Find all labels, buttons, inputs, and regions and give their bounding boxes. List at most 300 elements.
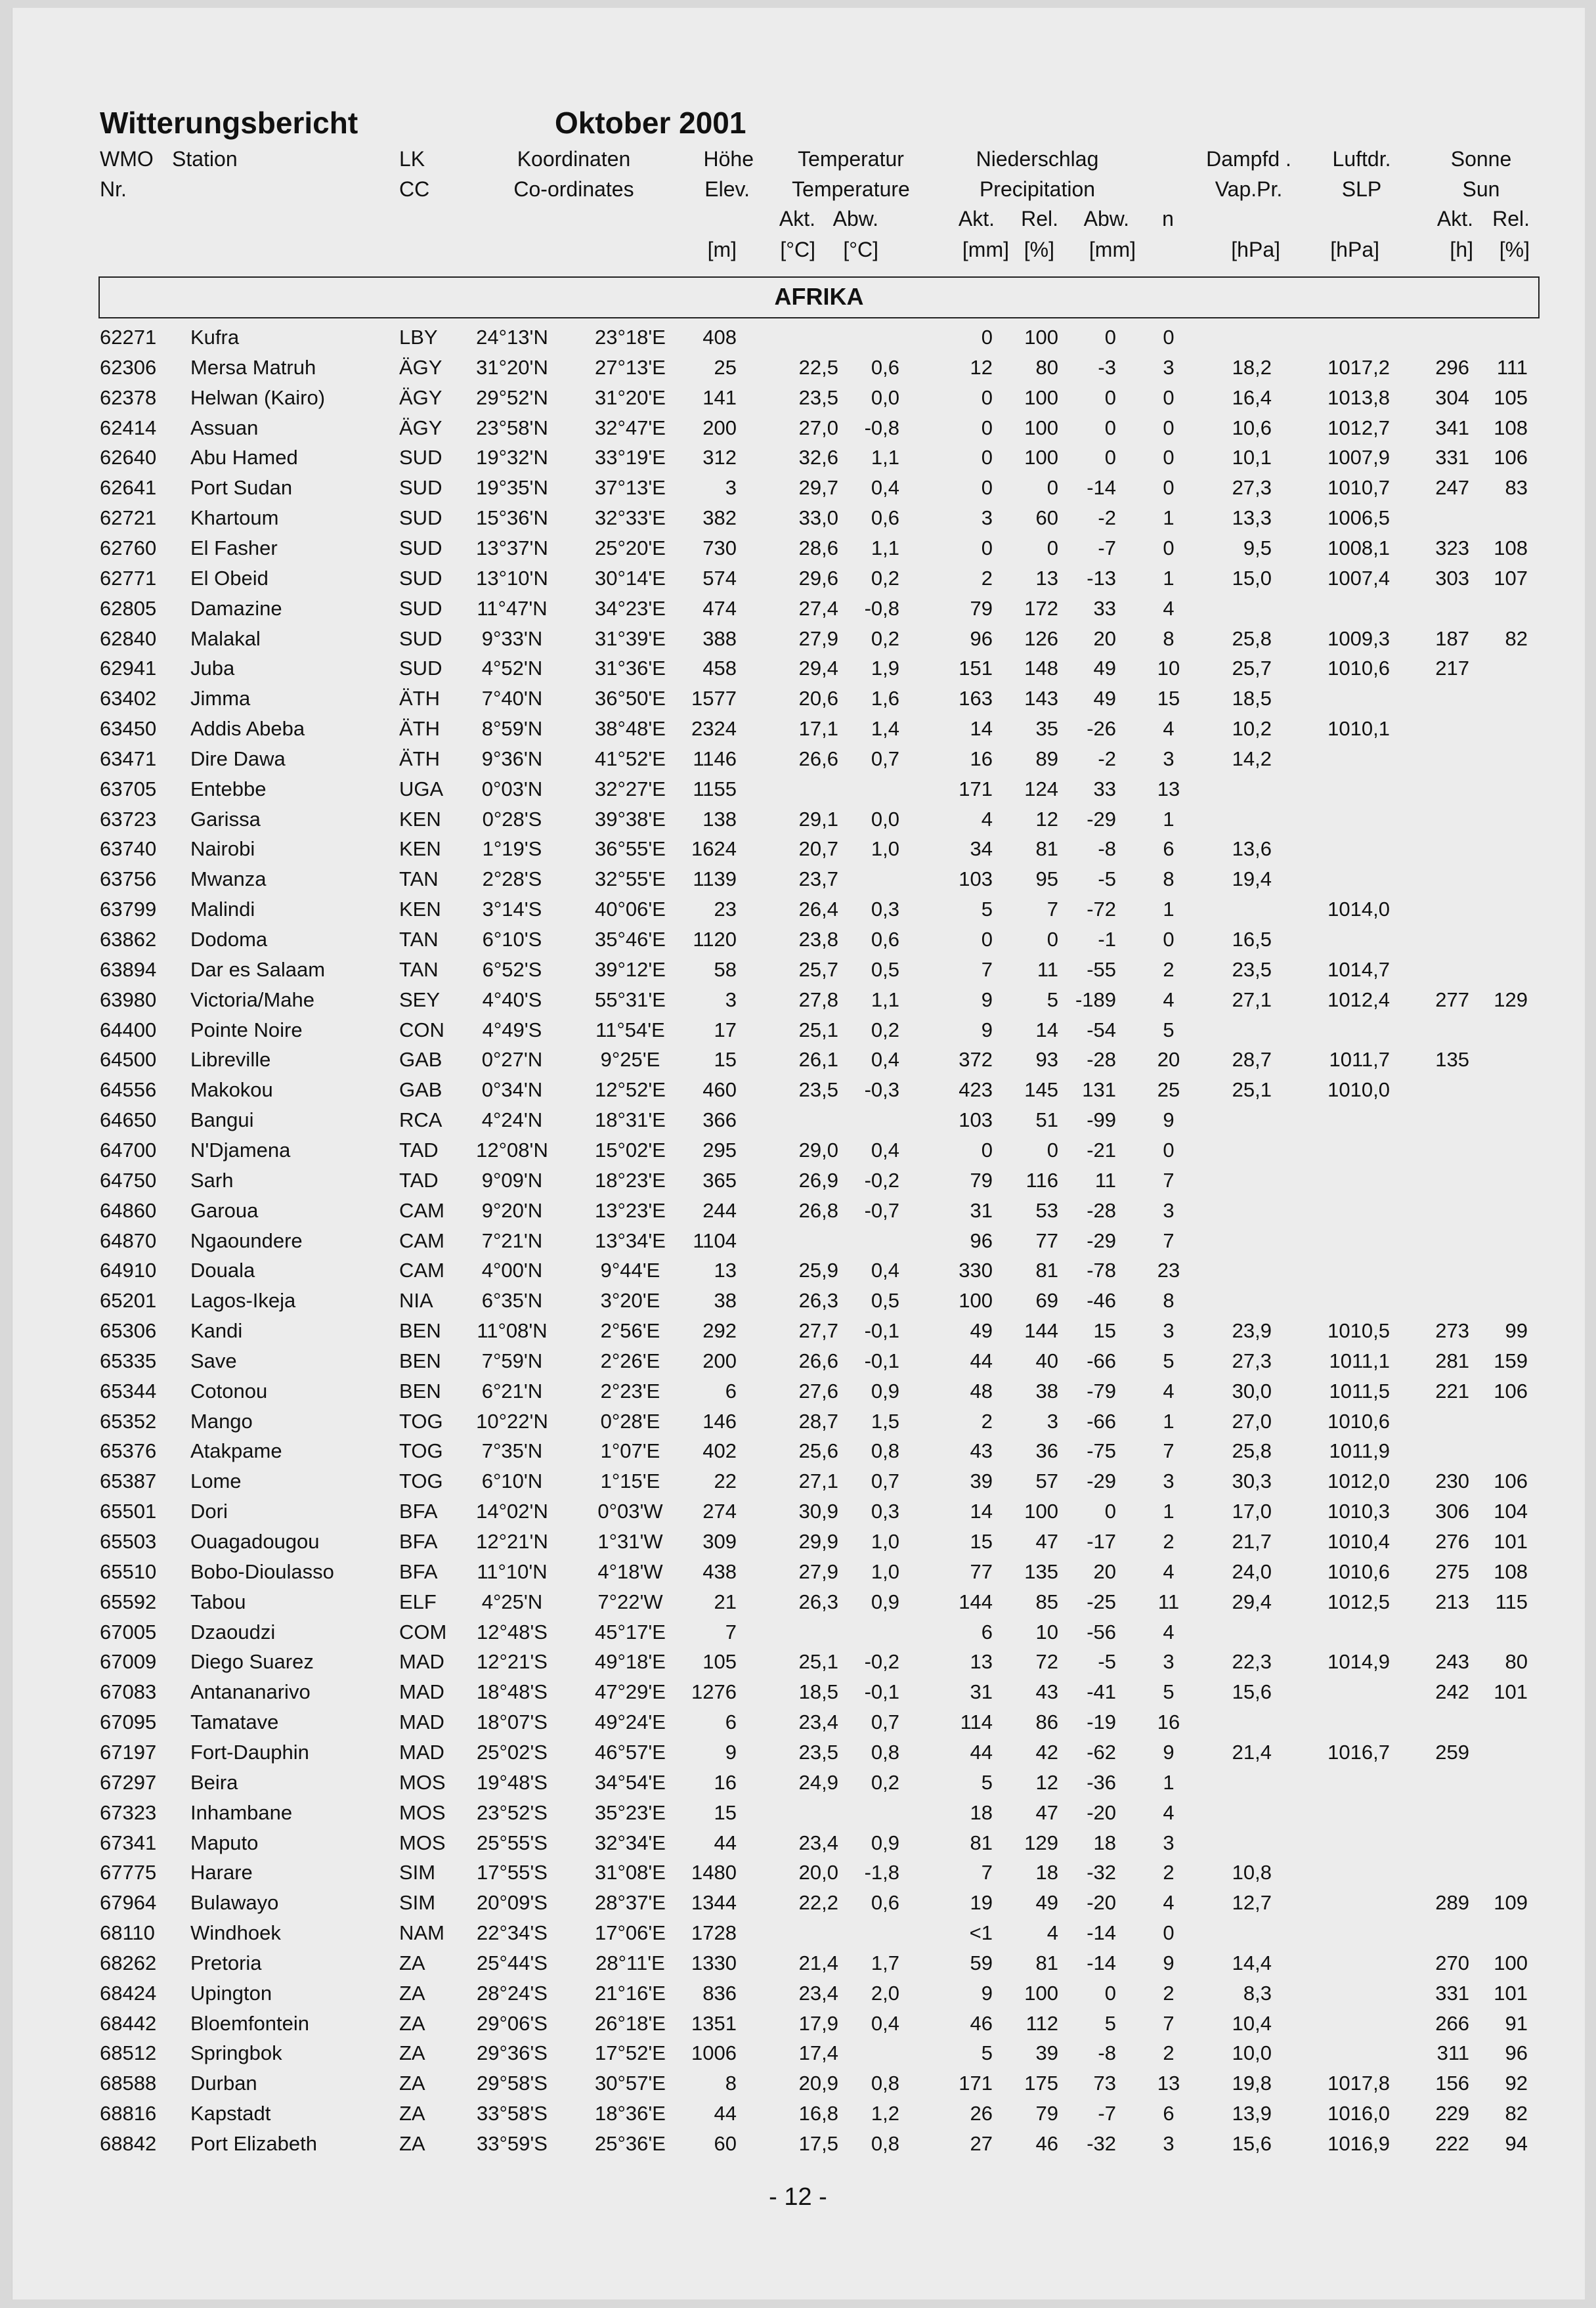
- precip-relative: 95: [1035, 867, 1058, 891]
- longitude: 35°23'E: [595, 1800, 666, 1824]
- precip-relative: 40: [1035, 1349, 1058, 1372]
- elevation: 1006: [691, 2041, 737, 2065]
- precip-actual: 5: [981, 898, 993, 921]
- precip-relative: 69: [1035, 1289, 1058, 1313]
- precip-actual: 171: [959, 777, 993, 800]
- latitude: 25°02'S: [477, 1740, 548, 1764]
- precip-days: 7: [1163, 1439, 1175, 1463]
- table-row: [0, 1169, 1596, 1199]
- station-name: Dire Dawa: [190, 747, 286, 770]
- table-row: [0, 1108, 1596, 1139]
- temp-actual: 20,9: [798, 2072, 838, 2095]
- station-name: Springbok: [190, 2041, 282, 2065]
- sun-hours: 275: [1435, 1559, 1469, 1583]
- elevation: 402: [702, 1439, 737, 1463]
- latitude: 12°21'S: [477, 1650, 548, 1674]
- vapour-pressure: 8,3: [1243, 1981, 1272, 2005]
- wmo-number: 65344: [100, 1379, 157, 1403]
- precip-days: 4: [1163, 717, 1175, 741]
- precip-relative: 86: [1035, 1710, 1058, 1734]
- table-row: [0, 808, 1596, 838]
- station-name: Bloemfontein: [190, 2011, 309, 2035]
- temp-deviation: 0,9: [871, 1379, 899, 1403]
- station-name: Entebbe: [190, 777, 267, 800]
- station-name: El Fasher: [190, 536, 278, 559]
- temp-actual: 27,4: [798, 596, 838, 620]
- precip-days: 3: [1163, 1831, 1175, 1854]
- sea-level-pressure: 1012,5: [1327, 1590, 1390, 1613]
- temp-deviation: 0,8: [871, 2072, 899, 2095]
- temp-deviation: -0,1: [864, 1319, 899, 1343]
- longitude: 3°20'E: [600, 1289, 660, 1313]
- sun-relative: 82: [1505, 626, 1528, 650]
- table-row: [0, 2012, 1596, 2042]
- country-code: MAD: [399, 1740, 444, 1764]
- wmo-number: 63705: [100, 777, 157, 800]
- sea-level-pressure: 1016,9: [1327, 2132, 1390, 2155]
- precip-deviation: -26: [1087, 717, 1116, 741]
- latitude: 18°07'S: [477, 1710, 548, 1734]
- precip-days: 0: [1163, 1138, 1175, 1162]
- precip-relative: 53: [1035, 1198, 1058, 1222]
- latitude: 9°09'N: [481, 1168, 543, 1192]
- vapour-pressure: 27,3: [1232, 1349, 1272, 1372]
- country-code: ÄTH: [399, 687, 440, 710]
- temp-actual: 23,4: [798, 1981, 838, 2005]
- station-name: Lome: [190, 1470, 242, 1493]
- table-row: [0, 1139, 1596, 1169]
- elevation: 9: [725, 1740, 737, 1764]
- precip-actual: 34: [970, 837, 993, 861]
- latitude: 33°58'S: [477, 2102, 548, 2125]
- wmo-number: 64400: [100, 1018, 157, 1041]
- sea-level-pressure: 1017,2: [1327, 355, 1390, 379]
- precip-relative: 100: [1024, 1981, 1058, 2005]
- country-code: TOG: [399, 1439, 443, 1463]
- vapour-pressure: 10,0: [1232, 2041, 1272, 2065]
- precip-actual: 77: [970, 1559, 993, 1583]
- precip-deviation: -5: [1098, 1650, 1116, 1674]
- precip-relative: 47: [1035, 1800, 1058, 1824]
- precip-actual: 0: [981, 928, 993, 951]
- vapour-pressure: 10,4: [1232, 2011, 1272, 2035]
- station-name: Diego Suarez: [190, 1650, 314, 1674]
- table-row: [0, 1741, 1596, 1771]
- latitude: 4°52'N: [481, 657, 543, 680]
- temp-actual: 22,2: [798, 1891, 838, 1915]
- elevation: 438: [702, 1559, 737, 1583]
- precip-deviation: -66: [1087, 1349, 1116, 1372]
- longitude: 13°23'E: [595, 1198, 666, 1222]
- precip-deviation: -19: [1087, 1710, 1116, 1734]
- longitude: 30°57'E: [595, 2072, 666, 2095]
- precip-actual: 163: [959, 687, 993, 710]
- precip-deviation: -66: [1087, 1409, 1116, 1433]
- elevation: 21: [714, 1590, 737, 1613]
- header-wmo: WMO: [100, 147, 154, 171]
- latitude: 14°02'N: [476, 1500, 548, 1523]
- precip-relative: 7: [1046, 898, 1058, 921]
- table-row: [0, 747, 1596, 777]
- precip-actual: 31: [970, 1680, 993, 1704]
- temp-deviation: 0,5: [871, 1289, 899, 1313]
- country-code: MOS: [399, 1770, 446, 1794]
- longitude: 15°02'E: [595, 1138, 666, 1162]
- precip-relative: 39: [1035, 2041, 1058, 2065]
- latitude: 4°49'S: [482, 1018, 542, 1041]
- precip-relative: 144: [1024, 1319, 1058, 1343]
- longitude: 46°57'E: [595, 1740, 666, 1764]
- precip-days: 13: [1157, 2072, 1180, 2095]
- table-row: [0, 1801, 1596, 1831]
- vapour-pressure: 25,8: [1232, 1439, 1272, 1463]
- precip-days: 1: [1163, 1409, 1175, 1433]
- longitude: 49°24'E: [595, 1710, 666, 1734]
- temp-actual: 17,1: [798, 717, 838, 741]
- country-code: ZA: [399, 1981, 425, 2005]
- table-row: [0, 687, 1596, 717]
- temp-actual: 23,4: [798, 1831, 838, 1854]
- precip-days: 6: [1163, 837, 1175, 861]
- precip-days: 13: [1157, 777, 1180, 800]
- vapour-pressure: 13,3: [1232, 506, 1272, 530]
- precip-actual: 171: [959, 2072, 993, 2095]
- temp-deviation: -0,2: [864, 1650, 899, 1674]
- country-code: BEN: [399, 1379, 441, 1403]
- longitude: 18°36'E: [595, 2102, 666, 2125]
- precip-actual: 59: [970, 1951, 993, 1974]
- country-code: TAN: [399, 957, 439, 981]
- longitude: 38°48'E: [595, 717, 666, 741]
- country-code: SUD: [399, 446, 442, 469]
- precip-days: 1: [1163, 807, 1175, 831]
- precip-relative: 0: [1046, 476, 1058, 500]
- latitude: 18°48'S: [477, 1680, 548, 1704]
- precip-relative: 145: [1024, 1078, 1058, 1102]
- precip-days: 0: [1163, 416, 1175, 439]
- table-row: [0, 416, 1596, 446]
- header-slp-unit: [hPa]: [1330, 238, 1379, 261]
- latitude: 22°34'S: [477, 1921, 548, 1945]
- precip-actual: 13: [970, 1650, 993, 1674]
- vapour-pressure: 22,3: [1232, 1650, 1272, 1674]
- precip-relative: 13: [1035, 566, 1058, 590]
- sun-relative: 104: [1494, 1500, 1528, 1523]
- station-name: Malakal: [190, 626, 261, 650]
- wmo-number: 68424: [100, 1981, 157, 2005]
- sun-relative: 92: [1505, 2072, 1528, 2095]
- precip-days: 5: [1163, 1680, 1175, 1704]
- header-sun-akt-unit: [h]: [1450, 238, 1473, 261]
- precip-actual: 15: [970, 1530, 993, 1553]
- sun-relative: 101: [1494, 1680, 1528, 1704]
- precip-actual: 103: [959, 867, 993, 891]
- temp-deviation: 0,7: [871, 1710, 899, 1734]
- elevation: 836: [702, 1981, 737, 2005]
- vapour-pressure: 21,4: [1232, 1740, 1272, 1764]
- header-temp-abw: Abw.: [832, 207, 878, 230]
- country-code: GAB: [399, 1078, 442, 1102]
- precip-relative: 43: [1035, 1680, 1058, 1704]
- country-code: MOS: [399, 1831, 446, 1854]
- precip-actual: 0: [981, 1138, 993, 1162]
- precip-days: 2: [1163, 1981, 1175, 2005]
- temp-deviation: 0,6: [871, 506, 899, 530]
- sun-relative: 82: [1505, 2102, 1528, 2125]
- temp-actual: 21,4: [798, 1951, 838, 1974]
- country-code: CAM: [399, 1229, 444, 1252]
- latitude: 20°09'S: [477, 1891, 548, 1915]
- precip-days: 23: [1157, 1259, 1180, 1282]
- precip-relative: 12: [1035, 1770, 1058, 1794]
- station-name: Damazine: [190, 596, 282, 620]
- precip-deviation: -29: [1087, 1470, 1116, 1493]
- precip-deviation: -13: [1087, 566, 1116, 590]
- precip-deviation: -72: [1087, 898, 1116, 921]
- longitude: 35°46'E: [595, 928, 666, 951]
- vapour-pressure: 24,0: [1232, 1559, 1272, 1583]
- latitude: 13°10'N: [476, 566, 548, 590]
- country-code: UGA: [399, 777, 444, 800]
- elevation: 38: [714, 1289, 737, 1313]
- elevation: 146: [702, 1409, 737, 1433]
- precip-deviation: -55: [1087, 957, 1116, 981]
- station-name: Bobo-Dioulasso: [190, 1559, 334, 1583]
- precip-days: 25: [1157, 1078, 1180, 1102]
- latitude: 4°24'N: [481, 1108, 543, 1132]
- sun-hours: 303: [1435, 566, 1469, 590]
- temp-actual: 27,8: [798, 988, 838, 1011]
- country-code: SUD: [399, 476, 442, 500]
- sun-hours: 222: [1435, 2132, 1469, 2155]
- temp-actual: 29,7: [798, 476, 838, 500]
- precip-actual: 0: [981, 416, 993, 439]
- header-sun-rel: Rel.: [1492, 207, 1530, 230]
- precip-deviation: 15: [1093, 1319, 1116, 1343]
- temp-deviation: 0,2: [871, 1018, 899, 1041]
- station-name: Abu Hamed: [190, 446, 298, 469]
- wmo-number: 63402: [100, 687, 157, 710]
- latitude: 23°58'N: [476, 416, 548, 439]
- temp-deviation: -0,8: [864, 416, 899, 439]
- elevation: 1344: [691, 1891, 737, 1915]
- longitude: 11°54'E: [595, 1018, 665, 1041]
- header-dampfd: Dampfd .: [1206, 147, 1291, 171]
- precip-days: 20: [1157, 1048, 1180, 1072]
- elevation: 3: [725, 476, 737, 500]
- country-code: SIM: [399, 1861, 436, 1884]
- station-name: Dodoma: [190, 928, 268, 951]
- longitude: 28°37'E: [595, 1891, 666, 1915]
- latitude: 29°58'S: [477, 2072, 548, 2095]
- table-row: [0, 1530, 1596, 1560]
- precip-deviation: -46: [1087, 1289, 1116, 1313]
- precip-days: 0: [1163, 476, 1175, 500]
- sun-hours: 229: [1435, 2102, 1469, 2125]
- precip-relative: 148: [1024, 657, 1058, 680]
- precip-days: 3: [1163, 747, 1175, 770]
- longitude: 7°22'W: [597, 1590, 663, 1613]
- longitude: 17°52'E: [595, 2041, 666, 2065]
- precip-actual: 16: [970, 747, 993, 770]
- precip-deviation: 0: [1104, 385, 1116, 409]
- header-prec-abw-unit: [mm]: [1089, 238, 1136, 261]
- table-row: [0, 386, 1596, 416]
- elevation: 1480: [691, 1861, 737, 1884]
- longitude: 37°13'E: [595, 476, 666, 500]
- precip-relative: 116: [1025, 1168, 1058, 1192]
- temp-deviation: 0,3: [871, 898, 899, 921]
- vapour-pressure: 21,7: [1232, 1530, 1272, 1553]
- elevation: 22: [714, 1470, 737, 1493]
- longitude: 55°31'E: [595, 988, 666, 1011]
- table-row: [0, 1259, 1596, 1289]
- vapour-pressure: 25,1: [1232, 1078, 1272, 1102]
- elevation: 1351: [691, 2011, 737, 2035]
- precip-deviation: -29: [1087, 1229, 1116, 1252]
- station-name: Jimma: [190, 687, 251, 710]
- header-temp-akt-unit: [°C]: [780, 238, 815, 261]
- precip-relative: 126: [1024, 626, 1058, 650]
- station-name: Pointe Noire: [190, 1018, 303, 1041]
- temp-deviation: 1,2: [871, 2102, 899, 2125]
- table-row: [0, 1349, 1596, 1380]
- elevation: 244: [702, 1198, 737, 1222]
- sun-hours: 243: [1435, 1650, 1469, 1674]
- temp-actual: 23,5: [798, 1078, 838, 1102]
- precip-deviation: -56: [1087, 1620, 1116, 1644]
- wmo-number: 68588: [100, 2072, 157, 2095]
- country-code: TAD: [399, 1168, 439, 1192]
- temp-actual: 27,0: [798, 416, 838, 439]
- table-row: [0, 1500, 1596, 1530]
- longitude: 30°14'E: [595, 566, 666, 590]
- sea-level-pressure: 1014,7: [1327, 957, 1390, 981]
- sun-hours: 281: [1435, 1349, 1469, 1372]
- country-code: SEY: [399, 988, 441, 1011]
- longitude: 31°20'E: [595, 385, 666, 409]
- latitude: 11°08'N: [477, 1319, 548, 1343]
- precip-days: 4: [1163, 988, 1175, 1011]
- sea-level-pressure: 1011,7: [1329, 1048, 1390, 1072]
- longitude: 39°12'E: [595, 957, 666, 981]
- wmo-number: 68816: [100, 2102, 157, 2125]
- station-name: Bangui: [190, 1108, 254, 1132]
- elevation: 365: [702, 1168, 737, 1192]
- latitude: 9°20'N: [481, 1198, 543, 1222]
- elevation: 388: [702, 626, 737, 650]
- latitude: 19°35'N: [476, 476, 548, 500]
- temp-deviation: 0,4: [871, 476, 899, 500]
- country-code: TAN: [399, 867, 439, 891]
- sun-hours: 277: [1435, 988, 1469, 1011]
- temp-actual: 22,5: [798, 355, 838, 379]
- elevation: 1276: [691, 1680, 737, 1704]
- precip-relative: 0: [1046, 928, 1058, 951]
- temp-actual: 25,1: [798, 1018, 838, 1041]
- latitude: 29°06'S: [477, 2011, 548, 2035]
- elevation: 44: [714, 1831, 737, 1854]
- table-row: [0, 1921, 1596, 1951]
- station-name: Save: [190, 1349, 237, 1372]
- vapour-pressure: 25,8: [1232, 626, 1272, 650]
- longitude: 47°29'E: [595, 1680, 666, 1704]
- temp-deviation: 0,0: [871, 807, 899, 831]
- latitude: 3°14'S: [482, 898, 542, 921]
- precip-days: 2: [1163, 1530, 1175, 1553]
- wmo-number: 67009: [100, 1650, 157, 1674]
- precip-deviation: -21: [1087, 1138, 1116, 1162]
- wmo-number: 67095: [100, 1710, 157, 1734]
- country-code: ZA: [399, 2041, 425, 2065]
- precip-days: 10: [1157, 657, 1180, 680]
- header-prec-rel: Rel.: [1021, 207, 1058, 230]
- precip-days: 4: [1163, 1891, 1175, 1915]
- temp-deviation: -0,1: [864, 1680, 899, 1704]
- temp-deviation: -1,8: [864, 1861, 899, 1884]
- temp-actual: 26,1: [798, 1048, 838, 1072]
- precip-deviation: 0: [1104, 446, 1116, 469]
- precip-actual: 151: [959, 657, 993, 680]
- wmo-number: 62271: [100, 326, 157, 349]
- header-coordinates: Co-ordinates: [513, 177, 634, 201]
- latitude: 17°55'S: [477, 1861, 548, 1884]
- wmo-number: 62840: [100, 626, 157, 650]
- table-row: [0, 777, 1596, 808]
- station-name: Cotonou: [190, 1379, 268, 1403]
- precip-deviation: -75: [1087, 1439, 1116, 1463]
- precip-deviation: -7: [1098, 2102, 1116, 2125]
- sun-hours: 276: [1435, 1530, 1469, 1553]
- table-row: [0, 536, 1596, 567]
- elevation: 13: [714, 1259, 737, 1282]
- elevation: 7: [725, 1620, 737, 1644]
- temp-actual: 25,7: [798, 957, 838, 981]
- precip-deviation: 73: [1093, 2072, 1116, 2095]
- vapour-pressure: 13,9: [1232, 2102, 1272, 2125]
- wmo-number: 67964: [100, 1891, 157, 1915]
- table-row: [0, 1380, 1596, 1410]
- precip-deviation: -36: [1087, 1770, 1116, 1794]
- station-name: Antananarivo: [190, 1680, 311, 1704]
- table-row: [0, 958, 1596, 988]
- temp-actual: 29,1: [798, 807, 838, 831]
- station-name: Kufra: [190, 326, 240, 349]
- temp-actual: 26,8: [798, 1198, 838, 1222]
- sun-hours: 187: [1435, 626, 1469, 650]
- wmo-number: 63450: [100, 717, 157, 741]
- temp-actual: 28,6: [798, 536, 838, 559]
- precip-relative: 79: [1035, 2102, 1058, 2125]
- precip-relative: 100: [1024, 326, 1058, 349]
- precip-days: 7: [1163, 1168, 1175, 1192]
- sun-relative: 96: [1505, 2041, 1528, 2065]
- sea-level-pressure: 1012,7: [1327, 416, 1390, 439]
- sun-hours: 247: [1435, 476, 1469, 500]
- country-code: NAM: [399, 1921, 444, 1945]
- precip-deviation: -1: [1098, 928, 1116, 951]
- precip-actual: 9: [981, 988, 993, 1011]
- vapour-pressure: 15,6: [1232, 2132, 1272, 2155]
- precip-days: 8: [1163, 1289, 1175, 1313]
- elevation: 1330: [691, 1951, 737, 1974]
- vapour-pressure: 19,4: [1232, 867, 1272, 891]
- sun-relative: 108: [1494, 536, 1528, 559]
- sea-level-pressure: 1010,4: [1327, 1530, 1390, 1553]
- precip-days: 1: [1163, 506, 1175, 530]
- station-name: Maputo: [190, 1831, 259, 1854]
- precip-deviation: 49: [1093, 657, 1116, 680]
